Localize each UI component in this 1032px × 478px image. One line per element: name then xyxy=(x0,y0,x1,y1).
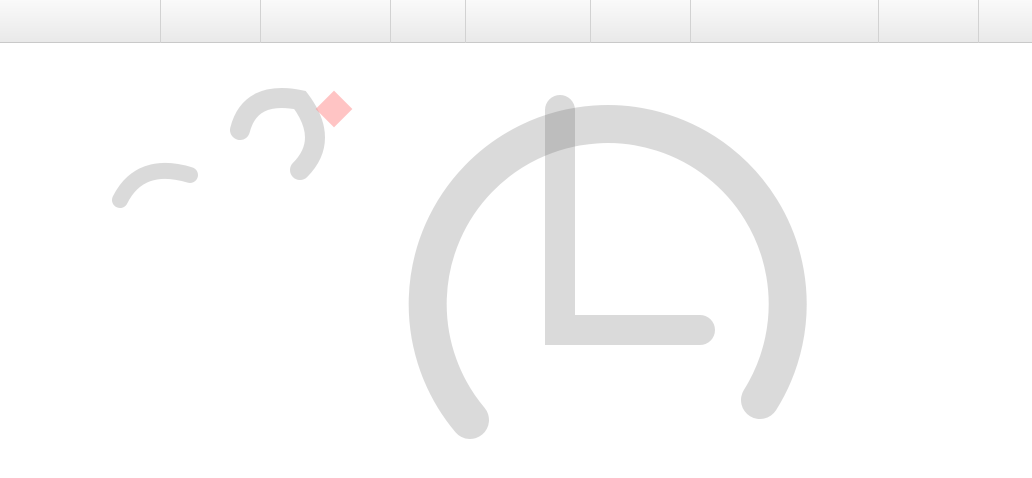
header-subject[interactable] xyxy=(690,0,878,43)
header-deadline[interactable] xyxy=(260,0,390,43)
table-header xyxy=(0,0,1032,43)
header-number[interactable] xyxy=(878,0,978,43)
header-email[interactable] xyxy=(0,0,160,43)
header-expert[interactable] xyxy=(160,0,260,43)
header-type[interactable] xyxy=(390,0,465,43)
header-count[interactable] xyxy=(590,0,690,43)
header-rownum[interactable] xyxy=(978,0,1032,43)
header-unit[interactable] xyxy=(465,0,590,43)
